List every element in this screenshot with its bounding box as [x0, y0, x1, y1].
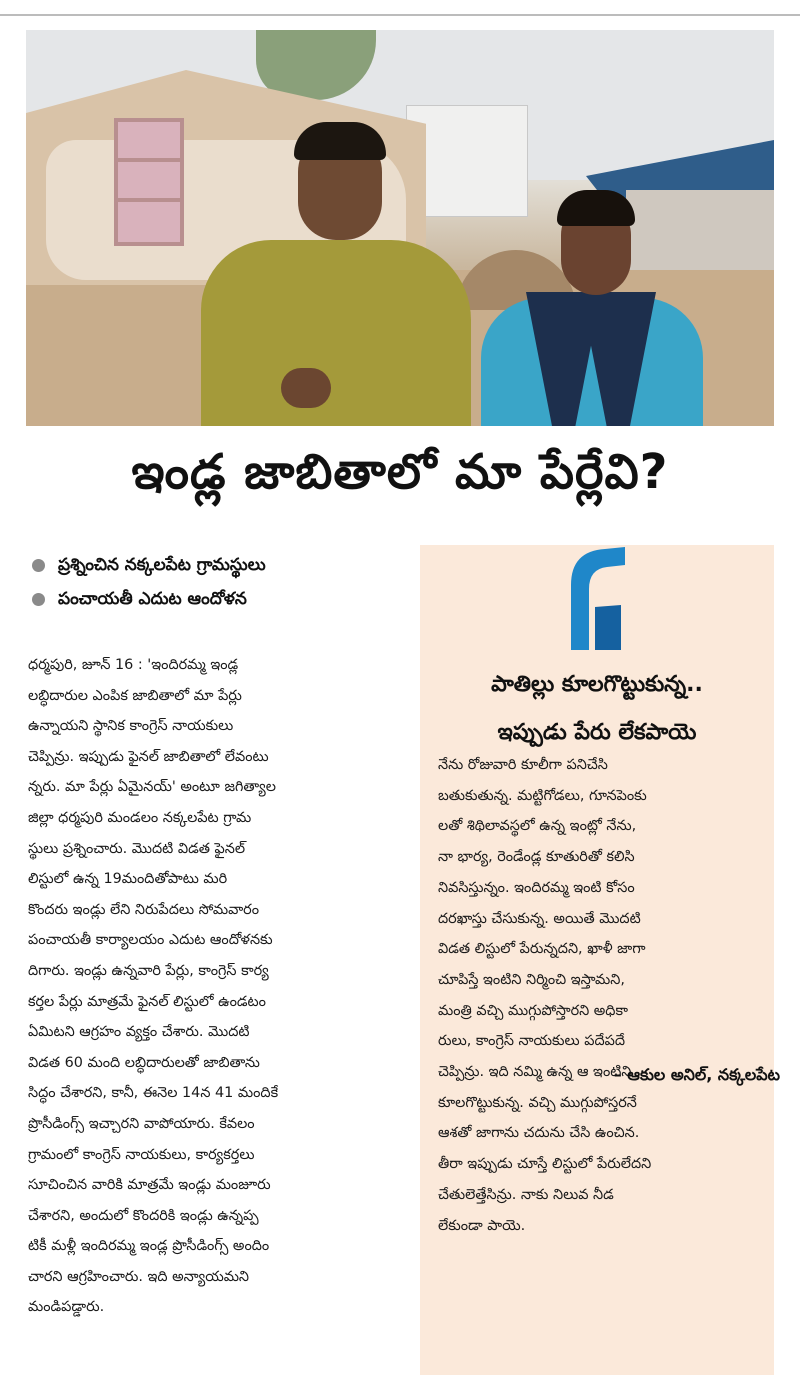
sidebar-line: తీరా ఇప్పుడు చూస్తే లిస్టులో పేరులేదని [438, 1156, 652, 1173]
article-line: చేశారని, అందులో కొందరికి ఇండ్లు ఉన్నప్ప [28, 1207, 259, 1224]
bullet-dot-icon [32, 593, 45, 606]
article-line: గ్రామంలో కాంగ్రెస్ నాయకులు, కార్యకర్తలు [28, 1146, 255, 1163]
sidebar-line: విడత లిస్టులో పేరున్నదని, ఖాళీ జాగా [438, 941, 646, 958]
sidebar-line: కూలగొట్టుకున్న. వచ్చి ముగ్గుపోస్తరనే [438, 1094, 637, 1111]
article-line: ప్రొసీడింగ్స్ ఇచ్చారని వాపోయారు. కేవలం [28, 1115, 255, 1132]
article-line: సూచించిన వారికి మాత్రమే ఇండ్లు మంజూరు [28, 1177, 271, 1194]
article-line: ధర్మపురి, జూన్ 16 : 'ఇందిరమ్మ ఇండ్ల [28, 657, 239, 673]
headline: ఇండ్ల జాబితాలో మా పేర్లేవి? [131, 444, 669, 500]
sidebar-line: నా భార్య, రెండేండ్ల కూతురితో కలిసి [438, 849, 635, 866]
bullet-item [28, 548, 408, 582]
sidebar-line: బతుకుతున్న. మట్టిగోడలు, గూనపెంకు [438, 787, 647, 804]
bullet-text: ప్రశ్నించిన నక్కలపేట గ్రామస్థులు [58, 555, 266, 575]
quote-sidebar [420, 545, 774, 1375]
article-line: కర్తల పేర్లు మాత్రమే ఫైనల్ లిస్టులో ఉండటం [28, 993, 266, 1010]
article-line: సిద్ధం చేశారని, కానీ, ఈనెల 14న 41 మందికే [28, 1085, 279, 1102]
article-line: ఏమిటని ఆగ్రహం వ్యక్తం చేశారు. మొదటి [28, 1024, 250, 1041]
bullet-list [28, 548, 408, 616]
sidebar-line: నేను రోజువారి కూలీగా పనిచేసి [438, 757, 608, 773]
photo-man [201, 240, 471, 426]
sidebar-line: చెప్పిన్రు. ఇది నమ్మి ఉన్న ఆ ఇంటిని [438, 1064, 632, 1081]
article-line: చారని ఆగ్రహించారు. ఇది అన్యాయమని [28, 1268, 250, 1285]
article-body [28, 650, 392, 1323]
sidebar-line: లతో శిథిలావస్థలో ఉన్న ఇంట్లో నేను, [438, 818, 637, 835]
sidebar-line: దరఖాస్తు చేసుకున్న. అయితే మొదటి [438, 910, 641, 927]
sidebar-heading-2: ఇప్పుడు పేరు లేకపాయె [497, 720, 697, 745]
photo-window [114, 118, 184, 246]
article-line: విడత 60 మంది లబ్ధిదారులతో జాబితాను [28, 1054, 260, 1071]
bullet-item [28, 582, 408, 616]
article-line: లబ్ధిదారుల ఎంపిక జాబితాలో మా పేర్లు [28, 687, 242, 704]
quote-attribution: – ఆకుల అనిల్, నక్కలపేట [613, 1065, 780, 1084]
article-line: పంచాయతీ కార్యాలయం ఎదుట ఆందోళనకు [28, 932, 273, 949]
photo-window-bar [118, 198, 180, 202]
article-line: మండిపడ్డారు. [28, 1299, 105, 1316]
newspaper-logo-icon [565, 545, 625, 650]
article-line: స్థులు ప్రశ్నించారు. మొదటి విడత ఫైనల్ [28, 840, 246, 857]
sidebar-line: చూపిస్తే ఇంటిని నిర్మించి ఇస్తామని, [438, 971, 625, 988]
bullet-dot-icon [32, 559, 45, 572]
article-line: న్నరు. మా పేర్లు ఏమైనయ్' అంటూ జగిత్యాల [28, 779, 276, 796]
article-line: కొందరు ఇండ్లు లేని నిరుపేదలు సోమవారం [28, 901, 260, 918]
article-line: దిగారు. ఇండ్లు ఉన్నవారి పేర్లు, కాంగ్రెస్ కార్య [28, 962, 269, 979]
sidebar-line: రులు, కాంగ్రెస్ నాయకులు పదేపదే [438, 1033, 626, 1050]
bullet-text: పంచాయతీ ఎదుట ఆందోళన [58, 589, 247, 609]
sidebar-line: చేతులెత్తేసిన్రు. నాకు నిలువ నీడ [438, 1186, 614, 1203]
sidebar-line: లేకుండా పాయె. [438, 1217, 526, 1234]
article-line: జిల్లా ధర్మపురి మండలం నక్కలపేట గ్రామ [28, 809, 252, 826]
sidebar-line: ఆశతో జాగాను చదును చేసి ఉంచిన. [438, 1125, 640, 1142]
article-line: చెప్పిన్రు. ఇప్పుడు ఫైనల్ జాబితాలో లేవంటు [28, 748, 269, 765]
article-line: లిస్టులో ఉన్న 19మందితోపాటు మరి [28, 871, 228, 888]
article-line: ఉన్నాయని స్థానిక కాంగ్రెస్ నాయకులు [28, 718, 234, 735]
photo-woman-hair [557, 190, 635, 226]
sidebar-line: నివసిస్తున్నం. ఇందిరమ్మ ఇంటి కోసం [438, 879, 635, 896]
news-photo [26, 30, 774, 426]
photo-man-hand [281, 368, 331, 408]
photo-man-hair [294, 122, 386, 160]
sidebar-heading-1: పాతిల్లు కూలగొట్టుకున్న.. [491, 672, 703, 697]
top-rule [0, 14, 800, 16]
sidebar-quote-text [438, 750, 758, 1241]
sidebar-line: మంత్రి వచ్చి ముగ్గుపోస్తారని అధికా [438, 1002, 628, 1019]
article-line: టికీ మళ్లీ ఇందిరమ్మ ఇండ్ల ప్రొసీడింగ్స్ అందిం [28, 1238, 270, 1255]
photo-window-bar [118, 158, 180, 162]
